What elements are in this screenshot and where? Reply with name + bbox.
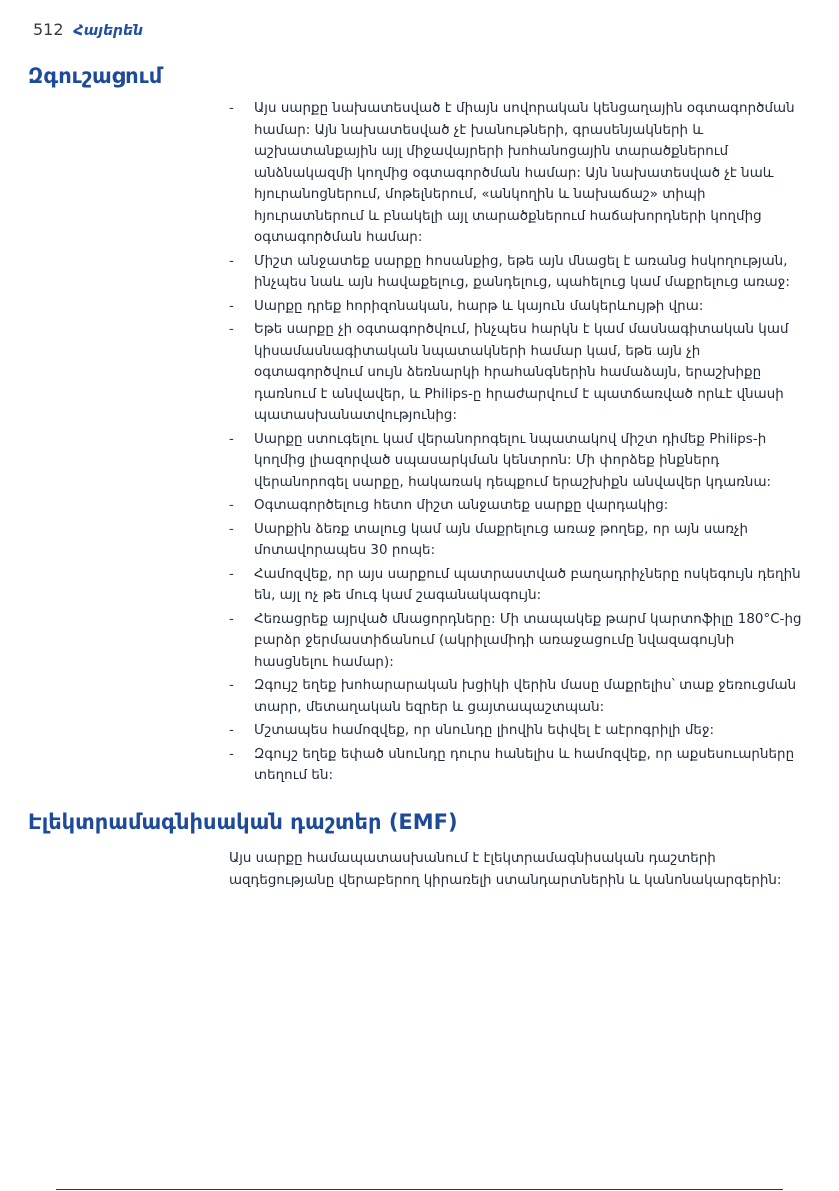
warning-list xyxy=(229,98,809,789)
list-item xyxy=(229,675,809,718)
list-item-text: Այս սարքը նախատեսված է միայն սովորական կենցաղային օգտագործման համար: Այն նախատեսված չէ խանութների, գրասենյակների և աշխատանքային այլ միջավայրերի խոհանոցային տարածքներում անձնակազմի կողմից օգտագործման համար: Այն նախատեսված չէ նաև հյուրանոցներում, մոթելներում, «անկողին և նախաճաշ» տիպի հյուրատներում և բնակելի այլ տարածքներում հաճախորդների կողմից օգտագործման համար: xyxy=(254,101,795,245)
dash-bullet: - xyxy=(229,723,234,738)
list-item xyxy=(229,609,809,674)
list-item-text: Համոզվեք, որ այս սարքում պատրաստված բաղադրիչները ոսկեգույն դեղին են, այլ ոչ թե մուգ կամ շագանակագույն: xyxy=(254,566,801,603)
warning-heading: Զգուշացում xyxy=(28,64,163,88)
dash-bullet: - xyxy=(229,746,234,762)
emf-paragraph: Այս սարքը համապատասխանում է էլեկտրամագնիսական դաշտերի ազդեցությանը վերաբերող կիրառելի ստանդարտներին և կանոնակարգերին: xyxy=(229,851,782,888)
list-item-text: Հեռացրեք այրված մնացորդները: Մի տապակեք թարմ կարտոֆիլը 180°C-ից բարձր ջերմաստիճանում (ակրիլամիդի առաջացումը նվազագույնի հասցնելու համար): xyxy=(254,611,802,670)
list-item-text: Սարքին ձեռք տալուց կամ այն մաքրելուց առաջ թողեք, որ այն սառչի մոտավորապես 30 րոպե: xyxy=(254,521,749,558)
dash-bullet: - xyxy=(229,498,234,513)
dash-bullet: - xyxy=(229,298,234,314)
list-item-text: Սարքը ստուգելու կամ վերանորոգելու նպատակով միշտ դիմեք Philips-ի կողմից լիազորված սպասարկման կենտրոն: Մի փորձեք ինքներդ վերանորոգել սարքը, հակառակ դեպքում երաշխիքն անվավեր կդառնա: xyxy=(254,431,772,490)
list-item xyxy=(229,251,809,294)
list-item xyxy=(229,720,809,742)
list-item-text: Զգույշ եղեք խոհարարական խցիկի վերին մասը մաքրելիս՝ տաք ջեռուցման տարր, մետաղական եզրեր և ցայտապաշտպան: xyxy=(254,678,797,715)
footer-divider xyxy=(56,1189,783,1190)
page-header xyxy=(33,20,143,39)
list-item xyxy=(229,564,809,607)
list-item-text: Մշտապես համոզվեք, որ սնունդը լիովին եփվել է աէրոգրիլի մեջ: xyxy=(254,723,715,738)
list-item xyxy=(229,319,809,427)
list-item-text: Զգույշ եղեք եփած սնունդը դուրս հանելիս և համոզվեք, որ աքսեսուարները տեղում են: xyxy=(254,746,795,783)
dash-bullet: - xyxy=(229,611,234,627)
list-item xyxy=(229,744,809,787)
dash-bullet: - xyxy=(229,678,234,693)
list-item xyxy=(229,495,809,517)
list-item xyxy=(229,98,809,249)
list-item xyxy=(229,429,809,494)
dash-bullet: - xyxy=(229,322,234,337)
list-item-text: Օգտագործելուց հետո միշտ անջատեք սարքը վարդակից: xyxy=(254,498,669,513)
list-item xyxy=(229,519,809,562)
list-item-text: Միշտ անջատեք սարքը հոսանքից, եթե այն մնացել է առանց հսկողության, ինչպես նաև այն հավաքելուց, քանդելուց, պահելուց կամ մաքրելուց առաջ: xyxy=(254,253,790,290)
dash-bullet: - xyxy=(229,101,234,116)
list-item-text: Եթե սարքը չի օգտագործվում, ինչպես հարկն է կամ մասնագիտական կամ կիսամասնագիտական նպատակների համար կամ, եթե այն չի օգտագործվում սույն ձեռնարկի հրահանգներին համաձայն, երաշխիքը դառնում է անվավեր, և Philips-ը հրաժարվում է պատճառված որևէ վնասի պատասխանատվությունից: xyxy=(254,322,789,423)
dash-bullet: - xyxy=(229,566,234,582)
list-item xyxy=(229,296,809,318)
dash-bullet: - xyxy=(229,521,234,537)
dash-bullet: - xyxy=(229,253,234,269)
language-label: Հայերեն xyxy=(73,23,144,39)
emf-heading: Էլեկտրամագնիսական դաշտեր (EMF) xyxy=(28,810,458,834)
dash-bullet: - xyxy=(229,431,234,447)
page-number: 512 xyxy=(33,20,64,39)
list-item-text: Սարքը դրեք հորիզոնական, հարթ և կայուն մակերևույթի վրա: xyxy=(254,298,704,314)
